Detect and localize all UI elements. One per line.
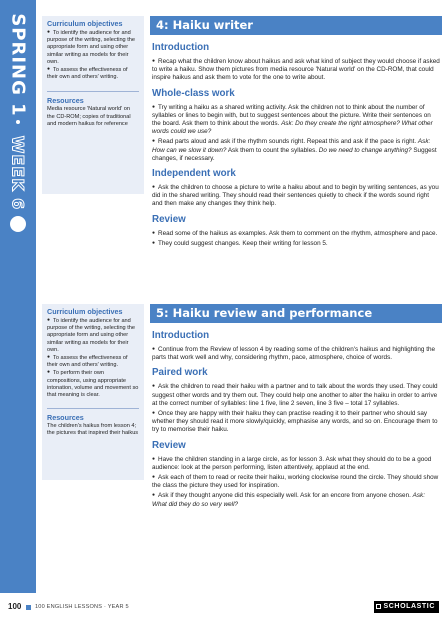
review-heading: Review (152, 213, 186, 225)
footer-square-icon (26, 605, 31, 610)
introduction-item: ● Recap what the children know about haikus and ask what kind of subject they would choose if asked to write a haiku. Show them pictures from media resource 'Natural world' on the CD-ROM, that could inspire haikus and ask them to vote for the one to write about. (152, 57, 440, 83)
resources-heading: Resources (47, 413, 84, 423)
review-item: ● Read some of the haikus as examples. Ask them to comment on the rhythm, atmosphere and pace. (152, 229, 440, 238)
objective-item: ● To assess the effectiveness of their own and others' writing. (47, 354, 139, 369)
introduction-heading: Introduction (152, 330, 210, 341)
review-heading: Review (152, 439, 186, 451)
objectives-heading: Curriculum objectives (47, 19, 123, 28)
publisher-logo: SCHOLASTIC (374, 601, 440, 613)
resources-heading: Resources (47, 96, 84, 106)
week-marker-dot (10, 216, 26, 232)
introduction-heading: Introduction (152, 42, 210, 53)
paired-work-item: ● Ask the children to read their haiku with a partner and to talk about the words they used. They could suggest other words and try them out. They could help one another to alter the haiku in order to arrive at the correct number of syllables: line 1 five, line 2 seven, line 3 five – total 17 syllables. (152, 382, 440, 408)
page-footer (0, 600, 445, 614)
review-item: ● Ask if they thought anyone did this especially well. Ask for an encore from anyone chosen. Ask: What did they do so very well? (152, 491, 440, 508)
review-item: ● Ask each of them to read or recite their haiku, working clockwise round the circle. They should show the class the picture they used for inspiration. (152, 473, 440, 490)
lesson5-content (152, 325, 440, 510)
page-number: 100 (8, 602, 22, 611)
sidebar-divider (47, 91, 139, 92)
independent-work-heading: Independent work (152, 168, 236, 180)
whole-class-item: ● Try writing a haiku as a shared writing activity. Ask the children not to think about the number of syllables or lines to begin with, but to suggest sentences about the picture. Write their sentences on the board. Ask them to think about the words. Ask: Do they create the right atmosphere? What other words could we use? (152, 103, 440, 137)
objective-item: ● To assess the effectiveness of their own and others' writing. (47, 66, 139, 81)
objective-item: ● To perform their own compositions, using appropriate intonation, volume and movement so that meaning is clear. (47, 369, 139, 399)
review-item: ● Have the children standing in a large circle, as for lesson 3. Ask what they should do to be a good audience: look at the person performing, listen attentively, applaud at the end. (152, 455, 440, 472)
independent-work-item: ● Ask the children to choose a picture to write a haiku about and to begin by writing sentences, as you did in the shared writing. They should read their sentences quietly to check if the words sound right and then make any changes they think help. (152, 183, 440, 209)
objective-item: ● To identify the audience for and purpose of the writing, selecting the appropriate form and using other similar writing as models for their own. (47, 317, 139, 354)
week-label: WEEK 6 (8, 135, 28, 211)
sidebar-divider (47, 408, 139, 409)
objectives-heading: Curriculum objectives (47, 307, 123, 316)
series-title: 100 ENGLISH LESSONS · YEAR 5 (35, 603, 129, 610)
lesson5-sidebar (42, 304, 144, 480)
whole-class-item: ● Read parts aloud and ask if the rhythm sounds right. Repeat this and ask if the pace is right. Ask: How can we slow it down? Ask them to count the syllables. Do we need to change anything? Suggest changes, if necessary. (152, 137, 440, 163)
term-label: SPRING 1 (7, 13, 29, 117)
lesson4-content (152, 37, 440, 249)
paired-work-item: ● Once they are happy with their haiku they can practise reading it to their partner who should say whether they should read it more slowly/quickly, emphasise any words, and so on. Encourage them to try to memorise their haiku. (152, 409, 440, 435)
resources-text: The children's haikus from lesson 4; the pictures that inspired their haikus (47, 423, 139, 437)
lesson4-title: 4: Haiku writer (150, 16, 442, 35)
lesson5-title: 5: Haiku review and performance (150, 304, 442, 323)
spine-dot (16, 120, 20, 124)
review-item: ● They could suggest changes. Keep their writing for lesson 5. (152, 239, 440, 248)
paired-work-heading: Paired work (152, 367, 208, 379)
resources-text: Media resource 'Natural world' on the CD-ROM; copies of traditional and modern haikus for reference (47, 106, 131, 127)
objective-item: ● To identify the audience for and purpose of the writing, selecting the appropriate form and using other similar writing as models for their own. (47, 29, 139, 66)
lesson4-sidebar (42, 16, 144, 194)
introduction-item: ● Continue from the Review of lesson 4 by reading some of the children's haikus and highlighting the parts that work well and why, considering rhythm, pace, atmosphere, choice of words. (152, 345, 440, 362)
term-spine (0, 0, 36, 593)
whole-class-heading: Whole-class work (152, 87, 235, 99)
publisher-mark-icon (376, 604, 381, 609)
